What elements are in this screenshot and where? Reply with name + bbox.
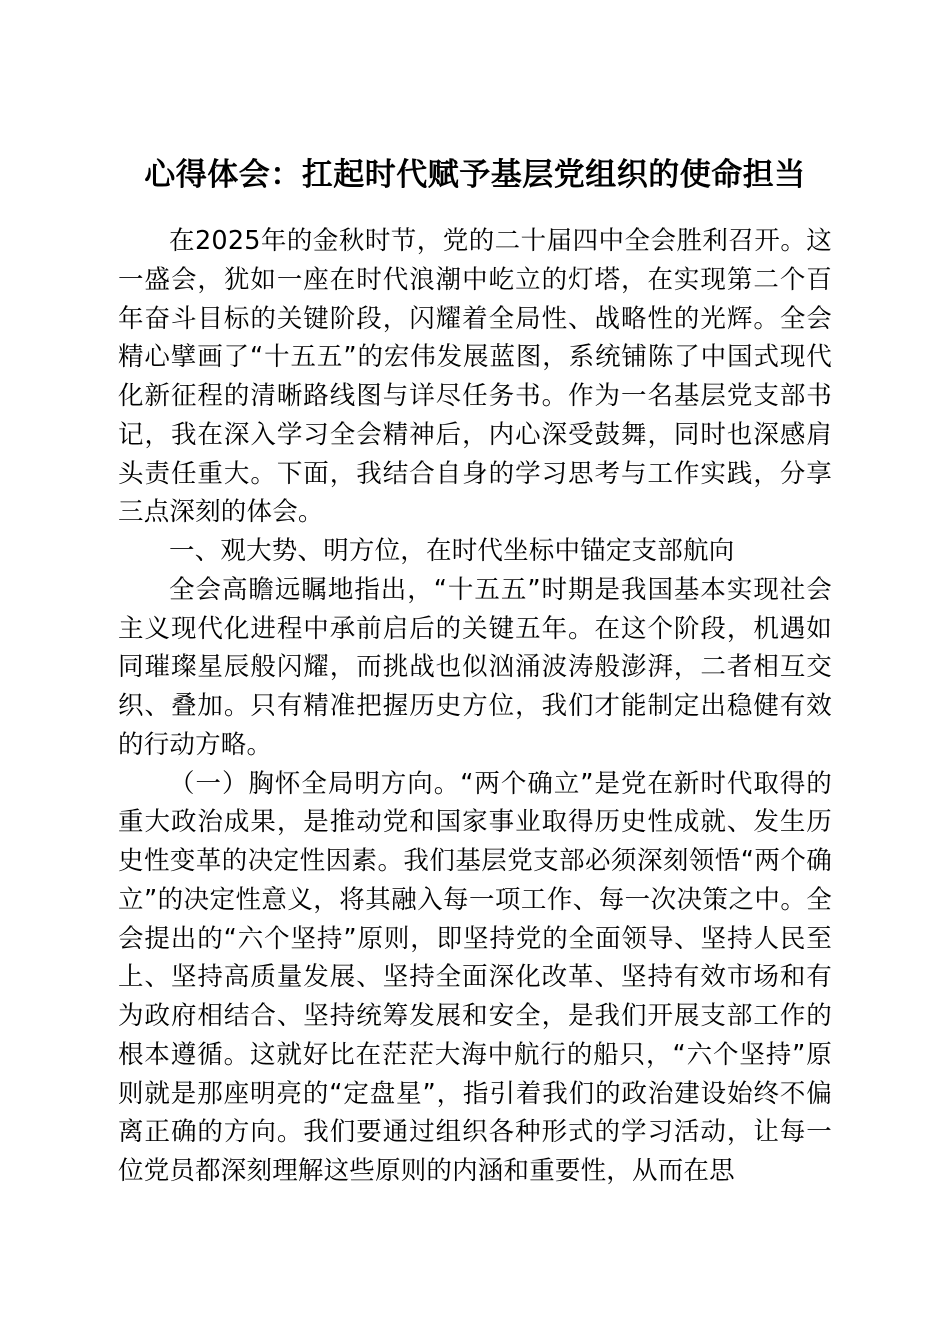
paragraph-4: （一）胸怀全局明方向。“两个确立”是党在新时代取得的重大政治成果，是推动党和国家事业取得历史性成就、发生历史性变革的决定性因素。我们基层党支部必须深刻领悟“两个确立”的决定性意义，将其融入每一项工作、每一次决策之中。全会提出的“六个坚持”原则，即坚持党的全面领导、坚持人民至上、坚持高质量发展、坚持全面深化改革、坚持有效市场和有为政府相结合、坚持统筹发展和安全，是我们开展支部工作的根本遵循。这就好比在茫茫大海中航行的船只，“六个坚持”原则就是那座明亮的“定盘星”，指引着我们的政治建设始终不偏离正确的方向。我们要通过组织各种形式的学习活动，让每一位党员都深刻理解这些原则的内涵和重要性，从而在思: [118, 768, 832, 1187]
paragraph-2-heading: 一、观大势、明方位，在时代坐标中锚定支部航向: [169, 536, 735, 567]
paragraph-3: 全会高瞻远瞩地指出，“十五五”时期是我国基本实现社会主义现代化进程中承前启后的关键五年。在这个阶段，机遇如同璀璨星辰般闪耀，而挑战也似汹涌波涛般澎湃，二者相互交织、叠加。只有精准把握历史方位，我们才能制定出稳健有效的行动方略。: [118, 574, 832, 760]
paragraph-1: 在2025年的金秋时节，党的二十届四中全会胜利召开。这一盛会，犹如一座在时代浪潮中屹立的灯塔，在实现第二个百年奋斗目标的关键阶段，闪耀着全局性、战略性的光辉。全会精心擘画了“十五五”的宏伟发展蓝图，系统铺陈了中国式现代化新征程的清晰路线图与详尽任务书。作为一名基层党支部书记，我在深入学习全会精神后，内心深受鼓舞，同时也深感肩头责任重大。下面，我结合自身的学习思考与工作实践，分享三点深刻的体会。: [118, 226, 832, 528]
page-title: 心得体会：扛起时代赋予基层党组织的使命担当: [144, 157, 806, 193]
document-body: [118, 222, 832, 1191]
